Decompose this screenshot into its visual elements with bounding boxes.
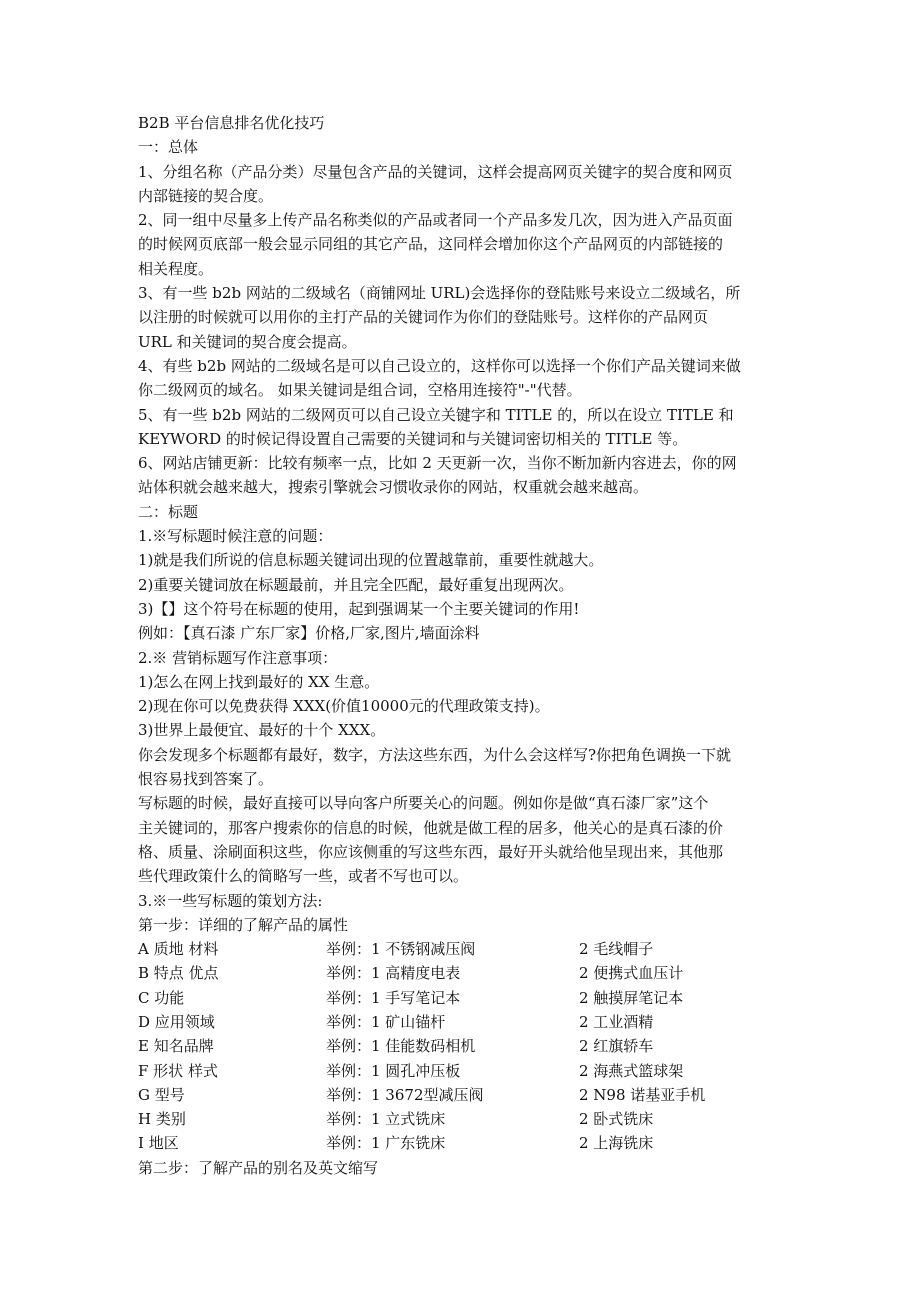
example-cell: 2 上海铣床 (579, 1134, 654, 1153)
paragraph-line: 1.※写标题时候注意的问题： (138, 527, 333, 546)
table-row (138, 1034, 798, 1058)
attribute-cell: A 质地 材料 (138, 940, 219, 959)
table-row (138, 1131, 798, 1155)
document-title: B2B 平台信息排名优化技巧 (138, 114, 325, 132)
example-cell: 举例：1 矿山锚杆 (326, 1012, 446, 1031)
paragraph-line: 1、分组名称（产品分类）尽量包含产品的关键词，这样会提高网页关键字的契合度和网页 (138, 162, 733, 181)
table-row (138, 1059, 798, 1083)
paragraph-line: 写标题的时候，最好直接可以导向客户所要关心的问题。例如你是做“真石漆厂家”这个 (138, 794, 709, 813)
table-row (138, 1010, 798, 1034)
paragraph-line: 3)【】这个符号在标题的使用，起到强调某一个主要关键词的作用! (138, 599, 580, 618)
paragraph-line: 主关键词的，那客户搜索你的信息的时候，他就是做工程的居多，他关心的是真石漆的价 (138, 818, 724, 837)
paragraph-line: 5、有一些 b2b 网站的二级网页可以自己设立关键字和 TITLE 的，所以在设立 TITLE 和 (138, 405, 734, 424)
paragraph-line: 2)重要关键词放在标题最前，并且完全匹配，最好重复出现两次。 (138, 575, 574, 594)
example-cell: 2 海燕式篮球架 (579, 1061, 684, 1080)
paragraph-line: 3)世界上最便宜、最好的十个 XXX。 (138, 721, 386, 740)
paragraph-line: 2.※ 营销标题写作注意事项： (138, 648, 338, 667)
table-row (138, 961, 798, 985)
paragraph-line: 你二级网页的域名。 如果关键词是组合词，空格用连接符"-"代替。 (138, 381, 582, 400)
paragraph-line: 例如：【真石漆 广东厂家】价格,厂家,图片,墙面涂料 (138, 624, 480, 643)
paragraph-line: 格、质量、涂刷面积这些，你应该侧重的写这些东西，最好开头就给他呈现出来，其他那 (138, 842, 724, 861)
step-two-line: 第二步：了解产品的别名及英文缩写 (138, 1158, 379, 1177)
attribute-cell: F 形状 样式 (138, 1061, 218, 1080)
example-cell: 举例：1 立式铣床 (326, 1110, 446, 1129)
paragraph-line: 相关程度。 (138, 259, 214, 278)
attribute-cell: D 应用领域 (138, 1012, 215, 1031)
paragraph-line: 以注册的时候就可以用你的主打产品的关键词作为你们的登陆账号。这样你的产品网页 (138, 308, 709, 327)
table-row (138, 986, 798, 1010)
attribute-cell: C 功能 (138, 988, 185, 1007)
paragraph-line: 第一步：详细的了解产品的属性 (138, 915, 349, 934)
table-row (138, 937, 798, 961)
document-page (138, 111, 798, 1180)
paragraph-line: 恨容易找到答案了。 (138, 770, 274, 789)
example-cell: 2 便携式血压计 (579, 964, 684, 983)
example-cell: 2 触摸屏笔记本 (579, 988, 684, 1007)
paragraph-line: 内部链接的契合度。 (138, 186, 274, 205)
attribute-cell: B 特点 优点 (138, 964, 219, 983)
example-cell: 2 红旗轿车 (579, 1037, 654, 1056)
paragraph-line: 2)现在你可以免费获得 XXX(价值10000元的代理政策支持)。 (138, 697, 550, 716)
attribute-cell: I 地区 (138, 1134, 179, 1153)
attribute-cell: G 型号 (138, 1085, 185, 1104)
table-row (138, 1083, 798, 1107)
attribute-cell: H 类别 (138, 1110, 186, 1129)
paragraph-line: 6、网站店铺更新：比较有频率一点，比如 2 天更新一次，当你不断加新内容进去，你的网 (138, 454, 737, 473)
section-titles-body (138, 524, 798, 937)
paragraph-line: 些代理政策什么的简略写一些，或者不写也可以。 (138, 867, 469, 886)
paragraph-line: 的时候网页底部一般会显示同组的其它产品，这同样会增加你这个产品网页的内部链接的 (138, 235, 724, 254)
section-heading-overview: 一：总体 (138, 138, 199, 157)
paragraph-line: 4、有些 b2b 网站的二级域名是可以自己设立的，这样你可以选择一个你们产品关键词来做 (138, 356, 741, 375)
example-cell: 举例：1 圆孔冲压板 (326, 1061, 461, 1080)
paragraph-line: 你会发现多个标题都有最好，数字，方法这些东西，为什么会这样写?你把角色调换一下就 (138, 745, 732, 764)
attribute-table (138, 937, 798, 1156)
example-cell: 2 卧式铣床 (579, 1110, 654, 1129)
paragraph-line: 3.※一些写标题的策划方法: (138, 891, 323, 910)
paragraph-line: KEYWORD 的时候记得设置自己需要的关键词和与关键词密切相关的 TITLE 等。 (138, 429, 688, 448)
example-cell: 举例：1 广东铣床 (326, 1134, 446, 1153)
attribute-cell: E 知名品牌 (138, 1037, 214, 1056)
example-cell: 举例：1 3672型减压阀 (326, 1085, 484, 1104)
example-cell: 举例：1 高精度电表 (326, 964, 461, 983)
paragraph-line: 1)怎么在网上找到最好的 XX 生意。 (138, 672, 380, 691)
section-heading-titles: 二：标题 (138, 502, 199, 521)
paragraph-line: 站体积就会越来越大，搜索引擎就会习惯收录你的网站，权重就会越来越高。 (138, 478, 649, 497)
table-row (138, 1107, 798, 1131)
example-cell: 举例：1 手写笔记本 (326, 988, 461, 1007)
section-overview-body (138, 160, 798, 500)
example-cell: 2 工业酒精 (579, 1012, 654, 1031)
paragraph-line: 1)就是我们所说的信息标题关键词出现的位置越靠前，重要性就越大。 (138, 551, 604, 570)
paragraph-line: 2、同一组中尽量多上传产品名称类似的产品或者同一个产品多发几次，因为进入产品页面 (138, 211, 733, 230)
example-cell: 举例：1 佳能数码相机 (326, 1037, 476, 1056)
example-cell: 2 N98 诺基亚手机 (579, 1085, 706, 1104)
paragraph-line: URL 和关键词的契合度会提高。 (138, 332, 357, 351)
example-cell: 2 毛线帽子 (579, 940, 654, 959)
paragraph-line: 3、有一些 b2b 网站的二级域名（商铺网址 URL)会选择你的登陆账号来设立二级域名，所 (138, 284, 741, 303)
example-cell: 举例：1 不锈钢减压阀 (326, 940, 476, 959)
